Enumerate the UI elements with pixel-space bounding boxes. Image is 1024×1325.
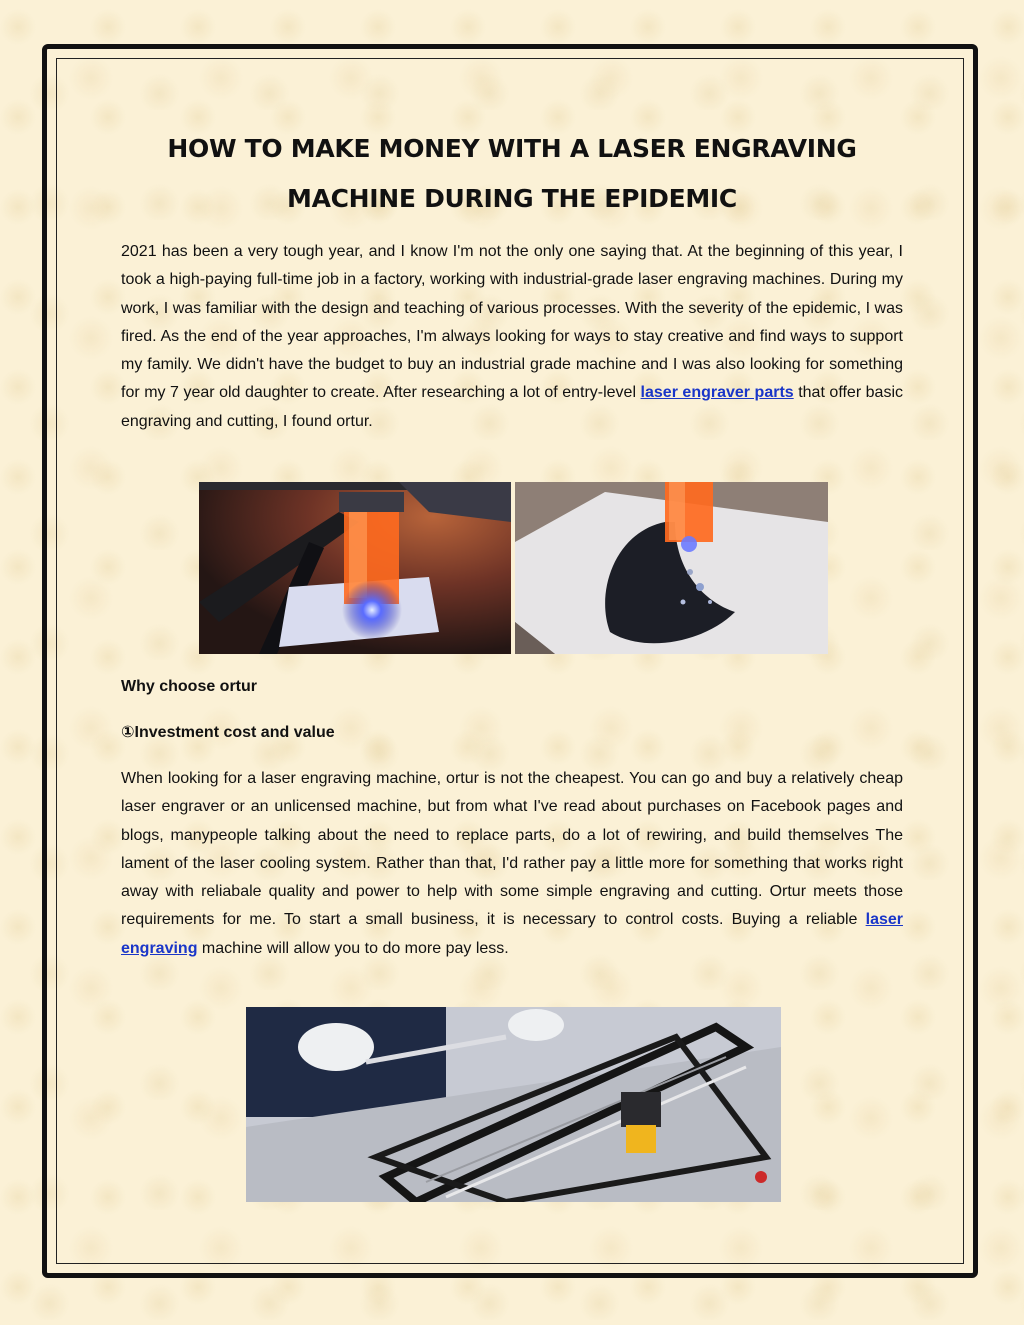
engraver-assembly-illustration — [246, 1007, 781, 1202]
investment-text-end: machine will allow you to do more pay less. — [197, 939, 509, 957]
intro-text-end: that offer basic engraving and cutting, I found ortur. — [121, 384, 904, 430]
investment-text-start: When looking for a laser engraving machine, ortur is not the cheapest. You can go and buy a relatively cheap laser engraver or an unlicensed machine, but from what I've read about purchases on Facebook pages and blogs, manypeople talking about the need to replace parts, do a lot of rewiring, and build themselves The lament of the laser cooling system. Rather than that, I'd rather pay a little more for something that works right away with reliabale quality and power to help with some simple engraving and cutting. Ortur meets those requirements for me. To start a small business, it is necessary to control costs. Buying a reliable — [121, 770, 903, 929]
title-line-2: MACHINE DURING THE EPIDEMIC — [287, 184, 737, 213]
section-heading-why-ortur: Why choose ortur — [121, 678, 258, 695]
engraved-moon-tile-photo — [515, 482, 828, 654]
laser-head-photo — [199, 482, 511, 654]
laser-head-illustration — [199, 482, 511, 654]
moon-engraving-illustration — [515, 482, 828, 654]
title-line-1: HOW TO MAKE MONEY WITH A LASER ENGRAVING — [167, 134, 857, 163]
investment-paragraph — [121, 765, 903, 963]
laser-engraver-assembly-photo — [246, 1007, 781, 1202]
document-title — [100, 124, 924, 224]
intro-paragraph — [121, 238, 903, 436]
intro-text-start: 2021 has been a very tough year, and I know I'm not the only one saying that. At the beginning of this year, I took a high-paying full-time job in a factory, working with industrial-grade laser engraving machines. During my work, I was familiar with the design and teaching of various processes. With the severity of the epidemic, I was fired. As the end of the year approaches, I'm always looking for ways to stay creative and find ways to support my family. We didn't have the budget to buy an industrial grade machine and I was also looking for something for my 7 year old daughter to create. After researching a lot of entry-level — [121, 243, 903, 402]
laser-engraving-link[interactable]: laser engraving — [121, 911, 903, 957]
laser-engraver-parts-link[interactable]: laser engraver parts — [640, 384, 794, 402]
subheading-investment-cost: ①Investment cost and value — [121, 724, 335, 741]
